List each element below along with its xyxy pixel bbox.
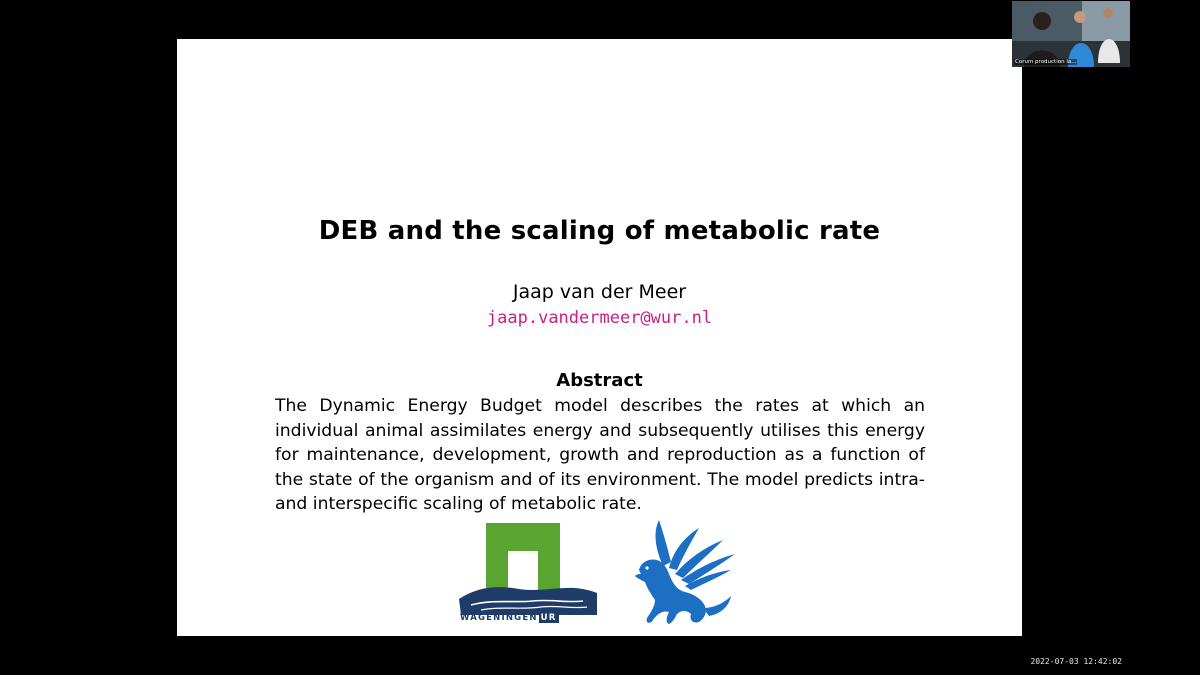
participant-name-label: Corum production la... (1015, 59, 1077, 65)
author-name: Jaap van der Meer (512, 281, 687, 303)
recording-timestamp: 2022-07-03 12:42:02 (1030, 657, 1122, 666)
vu-griffin-logo (633, 518, 739, 628)
slide-title: DEB and the scaling of metabolic rate (318, 216, 881, 246)
abstract-heading: Abstract (556, 370, 643, 391)
author-email-link[interactable]: jaap.vandermeer@wur.nl (486, 308, 713, 328)
participant-video-icon (1012, 1, 1130, 67)
wageningen-ur-logo-text: WAGENINGEN UR (460, 613, 557, 623)
abstract-text: The Dynamic Energy Budget model describes the rates at which an individual animal assimilates energy and subsequently utilises this energy for maintenance, development, growth and reproduction as a function of the state of the organism and of its environment. The model predicts intraand interspecific scaling of metabolic rate. (275, 396, 925, 515)
participant-video-thumbnail[interactable] (1012, 1, 1130, 67)
presentation-slide (177, 39, 1022, 636)
wageningen-ur-logo (457, 521, 599, 627)
